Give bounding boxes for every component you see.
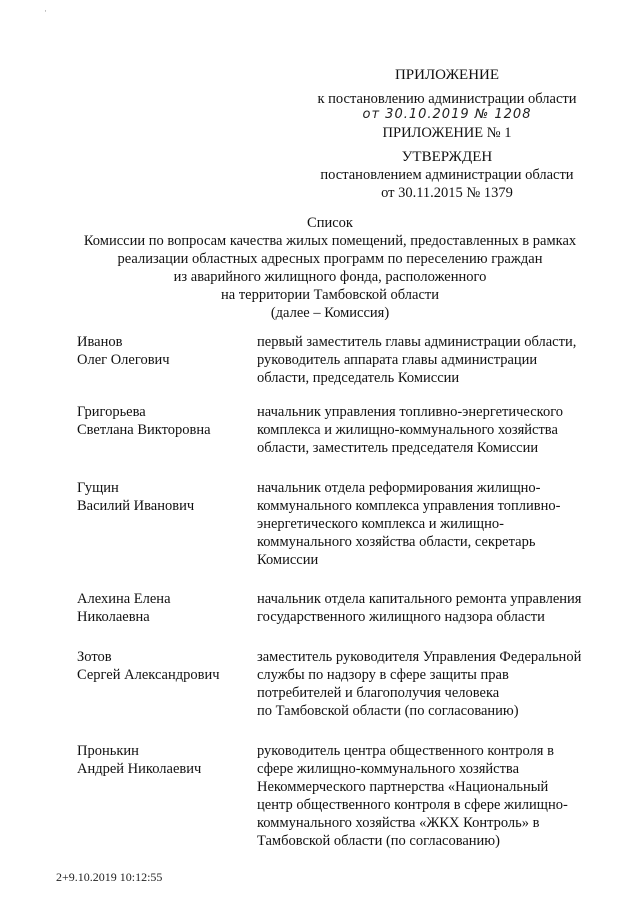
member-name bbox=[77, 403, 247, 439]
member-name bbox=[77, 590, 247, 626]
role-line: области, председатель Комиссии bbox=[257, 370, 460, 386]
role-line: Комиссии bbox=[257, 552, 319, 568]
resolution-ref: к постановлению администрации области bbox=[317, 91, 577, 107]
approved-date: от 30.11.2015 № 1379 bbox=[381, 185, 513, 201]
member-surname: Григорьева bbox=[77, 404, 146, 420]
member-name bbox=[77, 333, 247, 369]
title-line: на территории Тамбовской области bbox=[221, 287, 439, 303]
title-line: из аварийного жилищного фонда, расположенного bbox=[173, 269, 487, 285]
appendix-title: ПРИЛОЖЕНИЕ bbox=[394, 67, 500, 83]
role-line: энергетического комплекса и жилищно- bbox=[257, 516, 504, 532]
member-surname: Гущин bbox=[77, 480, 119, 496]
role-line: области, заместитель председателя Комиссии bbox=[257, 440, 539, 456]
role-line: сфере жилищно-коммунального хозяйства bbox=[257, 761, 520, 777]
member-role bbox=[257, 590, 607, 626]
role-line: потребителей и благополучия человека bbox=[257, 685, 500, 701]
role-line: государственного жилищного надзора области bbox=[257, 609, 545, 625]
role-line: начальник отдела реформирования жилищно- bbox=[257, 480, 541, 496]
print-timestamp: 2+9.10.2019 10:12:55 bbox=[56, 870, 163, 884]
role-line: центр общественного контроля в сфере жилищно- bbox=[257, 797, 568, 813]
role-line: комплекса и жилищно-коммунального хозяйства bbox=[257, 422, 558, 438]
approved-label: УТВЕРЖДЕН bbox=[401, 149, 493, 165]
member-surname: Алехина Елена bbox=[77, 591, 171, 607]
role-line: начальник управления топливно-энергетического bbox=[257, 404, 564, 420]
role-line: коммунального комплекса управления топливно- bbox=[257, 498, 561, 514]
title-line: Комиссии по вопросам качества жилых помещений, предоставленных в рамках bbox=[83, 233, 577, 249]
document-title bbox=[60, 214, 600, 322]
role-line: коммунального хозяйства области, секретарь bbox=[257, 534, 536, 550]
member-given-names: Светлана Викторовна bbox=[77, 422, 211, 438]
role-line: первый заместитель главы администрации области, bbox=[257, 334, 577, 350]
member-given-names: Андрей Николаевич bbox=[77, 761, 202, 777]
corner-mark: · bbox=[44, 6, 47, 16]
role-line: по Тамбовской области (по согласованию) bbox=[257, 703, 519, 719]
title-line: реализации областных адресных программ по переселению граждан bbox=[117, 251, 543, 267]
title-line: (далее – Комиссия) bbox=[270, 305, 390, 321]
member-name bbox=[77, 648, 247, 684]
role-line: коммунального хозяйства «ЖКХ Контроль» в bbox=[257, 815, 540, 831]
member-surname: Пронькин bbox=[77, 743, 139, 759]
member-role bbox=[257, 403, 607, 457]
role-line: руководитель центра общественного контроля в bbox=[257, 743, 554, 759]
approved-by: постановлением администрации области bbox=[320, 167, 574, 183]
member-surname: Иванов bbox=[77, 334, 123, 350]
role-line: заместитель руководителя Управления Федеральной bbox=[257, 649, 582, 665]
member-role bbox=[257, 648, 607, 720]
member-given-names: Василий Иванович bbox=[77, 498, 195, 514]
member-role bbox=[257, 742, 607, 850]
title-heading: Список bbox=[307, 215, 353, 231]
appendix-header bbox=[297, 66, 597, 202]
member-name bbox=[77, 479, 247, 515]
role-line: Некоммерческого партнерства «Национальный bbox=[257, 779, 549, 795]
member-given-names: Николаевна bbox=[77, 609, 150, 625]
member-name bbox=[77, 742, 247, 778]
appendix-number: ПРИЛОЖЕНИЕ № 1 bbox=[382, 125, 512, 141]
member-role bbox=[257, 479, 607, 569]
handwritten-date-number: от 30.10.2019 № 1208 bbox=[362, 107, 532, 122]
role-line: Тамбовской области (по согласованию) bbox=[257, 833, 500, 849]
member-role bbox=[257, 333, 607, 387]
role-line: руководитель аппарата главы администрации bbox=[257, 352, 538, 368]
member-surname: Зотов bbox=[77, 649, 112, 665]
role-line: начальник отдела капитального ремонта управления bbox=[257, 591, 582, 607]
role-line: службы по надзору в сфере защиты прав bbox=[257, 667, 509, 683]
member-given-names: Сергей Александрович bbox=[77, 667, 220, 683]
member-given-names: Олег Олегович bbox=[77, 352, 170, 368]
